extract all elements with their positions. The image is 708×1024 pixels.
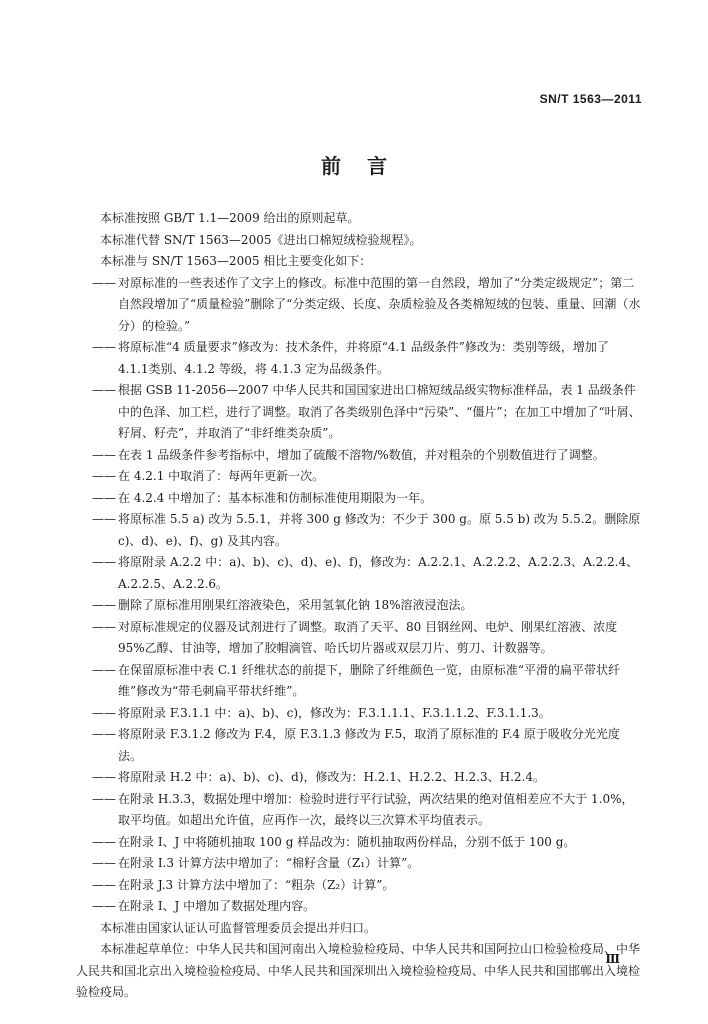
change-text: 在表 1 品级条件参考指标中，增加了硫酸不溶物/%数值，并对粗杂的个别数值进行了调整。 [118, 447, 605, 462]
change-item [76, 445, 642, 467]
change-item [76, 273, 642, 338]
dash-bullet: —— [92, 705, 116, 720]
dash-bullet: —— [92, 619, 116, 634]
outro-paragraph: 本标准由国家认证认可监督管理委员会提出并归口。 [100, 920, 377, 935]
change-list [76, 273, 642, 918]
change-item [76, 617, 642, 660]
change-item [76, 660, 642, 703]
dash-bullet: —— [92, 598, 116, 612]
dash-bullet: —— [92, 727, 116, 741]
change-text: 在 4.2.4 中增加了：基本标准和仿制标准使用期限为一年。 [118, 490, 433, 505]
change-text: 在保留原标准中表 C.1 纤维状态的前提下，删除了纤维颜色一览，由原标准“平滑的扁平带状纤维”修改为“带毛刺扁平带状纤维”。 [118, 662, 620, 698]
change-item [76, 509, 642, 552]
dash-bullet: —— [92, 899, 116, 913]
change-item [76, 724, 642, 767]
change-text: 将原标准“4 质量要求”修改为：技术条件，并将原“4.1 品级条件”修改为：类别等级，增加了 4.1.1类别、4.1.2 等级，将 4.1.3 定为品级条件。 [118, 340, 609, 376]
dash-bullet: —— [92, 555, 116, 569]
change-text: 根据 GSB 11-2056—2007 中华人民共和国国家进出口棉短绒品级实物标准样品，表 1 品级条件中的色泽、加工栏，进行了调整。取消了各类级别色泽中“污染”、“僵片”；在加工中增加了“叶屑、籽屑、籽壳”，并取消了“非纤维类杂质”。 [118, 383, 641, 440]
change-item [76, 488, 642, 510]
dash-bullet: —— [92, 447, 116, 462]
change-text: 将原标准 5.5 a) 改为 5.5.1，并将 300 g 修改为：不少于 300 g。原 5.5 b) 改为 5.5.2。删除原 c)、d)、e)、f)、g) 及其内容。 [118, 512, 641, 548]
outro-paragraph: 本标准起草单位：中华人民共和国河南出入境检验检疫局、中华人民共和国阿拉山口检验检疫局、中华人民共和国北京出入境检验检疫局、中华人民共和国深圳出入境检验检疫局、中华人民共和国邯郸出入境检验检疫局。 [76, 942, 641, 999]
dash-bullet: —— [92, 791, 116, 806]
change-text: 在附录 J.3 计算方法中增加了：“粗杂（Z₂）计算”。 [118, 877, 395, 892]
dash-bullet: —— [92, 877, 116, 892]
standard-code: SN/T 1563—2011 [539, 92, 642, 106]
change-text: 将原附录 H.2 中：a)、b)、c)、d)，修改为：H.2.1、H.2.2、H.2.3、H.2.4。 [118, 770, 545, 784]
change-item [76, 789, 642, 832]
change-text: 在附录 H.3.3，数据处理中增加：检验时进行平行试验，两次结果的绝对值相差应不大于 1.0%，取平均值。如超出允许值，应再作一次，最终以三次算术平均值表示。 [118, 791, 634, 827]
page-title: 前言 [321, 154, 413, 178]
dash-bullet: —— [92, 383, 116, 397]
change-text: 在附录 I.3 计算方法中增加了：“棉籽含量（Z₁）计算”。 [118, 856, 420, 870]
change-text: 对原标准规定的仪器及试剂进行了调整。取消了天平、80 目钢丝网、电炉、刚果红溶液、浓度 95%乙醇、甘油等，增加了胶帽滴管、哈氏切片器或双层刀片、剪刀、计数器等。 [118, 619, 618, 655]
document-body [76, 208, 642, 1004]
change-item [76, 875, 642, 897]
change-text: 在附录 I、J 中将随机抽取 100 g 样品改为：随机抽取两份样品，分别不低于 100 g。 [118, 834, 576, 849]
intro-paragraph: 本标准与 SN/T 1563—2005 相比主要变化如下： [100, 254, 372, 268]
change-item [76, 832, 642, 854]
dash-bullet: —— [92, 770, 116, 784]
change-text: 对原标准的一些表述作了文字上的修改。标准中范围的第一自然段，增加了“分类定级规定”；第二自然段增加了“质量检验”删除了“分类定级、长度、杂质检验及各类棉短绒的包装、重量、回潮（水分）的检验。” [118, 275, 641, 333]
change-item [76, 552, 642, 595]
change-item [76, 896, 642, 918]
dash-bullet: —— [92, 490, 116, 505]
change-item [76, 703, 642, 725]
change-item [76, 767, 642, 789]
change-item [76, 595, 642, 617]
dash-bullet: —— [92, 469, 116, 483]
intro-paragraph: 本标准代替 SN/T 1563—2005《进出口棉短绒检验规程》。 [100, 232, 422, 247]
change-item [76, 466, 642, 488]
change-text: 在 4.2.1 中取消了：每两年更新一次。 [118, 469, 325, 483]
dash-bullet: —— [92, 340, 116, 354]
change-item [76, 337, 642, 380]
intro-paragraph: 本标准按照 GB/T 1.1—2009 给出的原则起草。 [100, 211, 360, 225]
change-text: 在附录 I、J 中增加了数据处理内容。 [118, 899, 316, 913]
page-number: Ⅲ [605, 952, 620, 966]
change-item [76, 853, 642, 875]
change-item [76, 380, 642, 445]
dash-bullet: —— [92, 834, 116, 849]
change-text: 删除了原标准用刚果红溶液染色，采用氢氧化钠 18%溶液浸泡法。 [118, 598, 473, 612]
change-text: 将原附录 A.2.2 中：a)、b)、c)、d)、e)、f)，修改为：A.2.2.1、A.2.2.2、A.2.2.3、A.2.2.4、A.2.2.5、A.2.2.6。 [118, 555, 639, 591]
dash-bullet: —— [92, 856, 116, 870]
dash-bullet: —— [92, 662, 116, 677]
change-text: 将原附录 F.3.1.2 修改为 F.4，原 F.3.1.3 修改为 F.5，取消了原标准的 F.4 原于吸收分光光度法。 [118, 727, 620, 763]
dash-bullet: —— [92, 275, 116, 290]
dash-bullet: —— [92, 512, 116, 526]
change-text: 将原附录 F.3.1.1 中：a)、b)、c)，修改为：F.3.1.1.1、F.3.1.1.2、F.3.1.1.3。 [118, 705, 551, 720]
